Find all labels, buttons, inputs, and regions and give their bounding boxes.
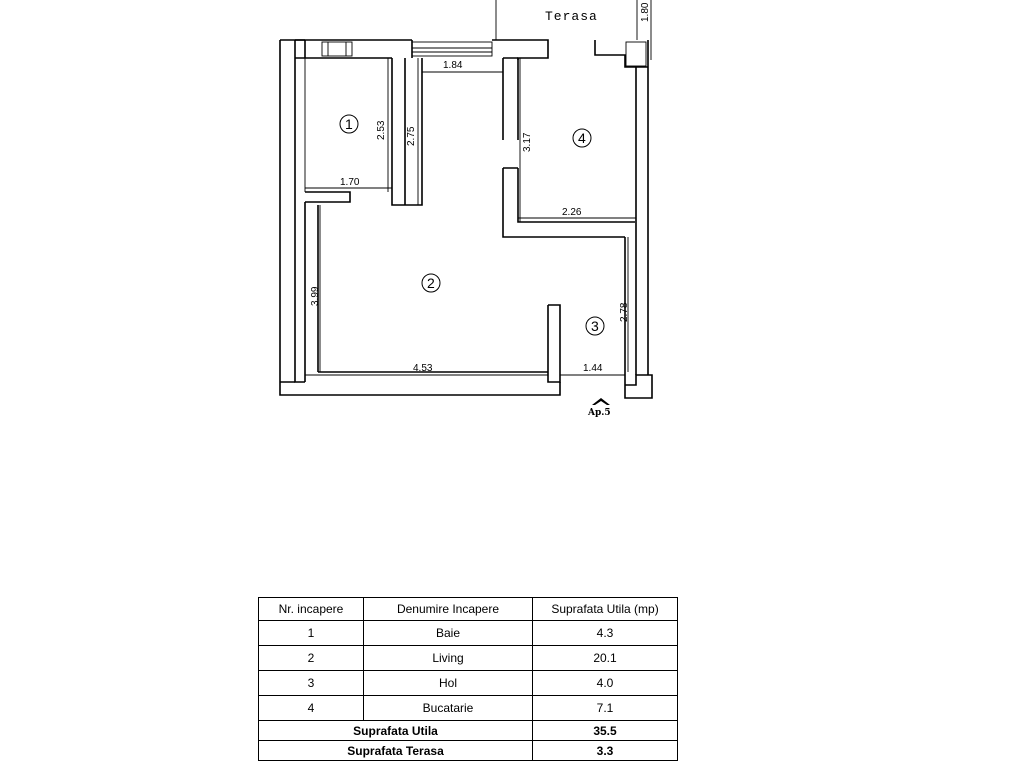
dim-253: 2.53 [376,120,387,140]
dim-278: 2.78 [619,302,630,322]
outer-wall-top-left [295,40,412,58]
dim-terrace-depth: 1.80 [640,2,651,22]
header-room-nr: Nr. incapere [259,598,364,621]
total-useful-value: 35.5 [533,721,678,741]
balcony-door [412,42,492,56]
dim-399: 3.99 [310,286,321,306]
hall-right-wall [625,222,636,375]
total-row-terrace-area [259,741,678,761]
cell-area: 7.1 [533,696,678,721]
hall-left-wall [503,168,635,237]
cell-name: Living [364,646,533,671]
living-partition [548,305,560,382]
table-header-row [259,598,678,621]
total-terrace-label: Suprafata Terasa [259,741,533,761]
total-useful-label: Suprafata Utila [259,721,533,741]
entrance-corner [625,372,652,398]
cell-name: Bucatarie [364,696,533,721]
room-3-number: 3 [591,318,599,334]
dim-275: 2.75 [406,126,417,146]
kitchen-right-wall [595,40,648,375]
cell-name: Baie [364,621,533,646]
kitchen-window-post [626,42,646,66]
dim-453: 4.53 [413,363,433,374]
dim-144: 1.44 [583,363,603,374]
room-1-number: 1 [345,116,353,132]
room-4-number: 4 [578,130,586,146]
terrace-label: Terasa [545,9,598,24]
bath-window [322,42,352,56]
table-row [259,646,678,671]
table-row [259,696,678,721]
cell-area: 20.1 [533,646,678,671]
bath-bottom-wall [305,192,350,202]
table-row [259,671,678,696]
entrance-label: Ap.5 [588,408,611,418]
total-row-useful-area [259,721,678,741]
dim-184: 1.84 [443,60,463,71]
dim-226: 2.26 [562,207,582,218]
outer-wall-left [280,40,305,395]
kitchen-left-wall [503,58,518,140]
cell-area: 4.3 [533,621,678,646]
cell-nr: 3 [259,671,364,696]
room-2-number: 2 [427,275,435,291]
header-room-area: Suprafata Utila (mp) [533,598,678,621]
cell-nr: 1 [259,621,364,646]
dim-317: 3.17 [522,132,533,152]
header-room-name: Denumire Incapere [364,598,533,621]
total-terrace-value: 3.3 [533,741,678,761]
entrance-arrow-icon [592,398,610,405]
outer-wall-top-mid [492,40,548,60]
room-area-table [258,597,678,761]
cell-nr: 4 [259,696,364,721]
dim-170: 1.70 [340,177,360,188]
cell-area: 4.0 [533,671,678,696]
table-row [259,621,678,646]
cell-nr: 2 [259,646,364,671]
cell-name: Hol [364,671,533,696]
outer-wall-bottom [280,372,560,395]
